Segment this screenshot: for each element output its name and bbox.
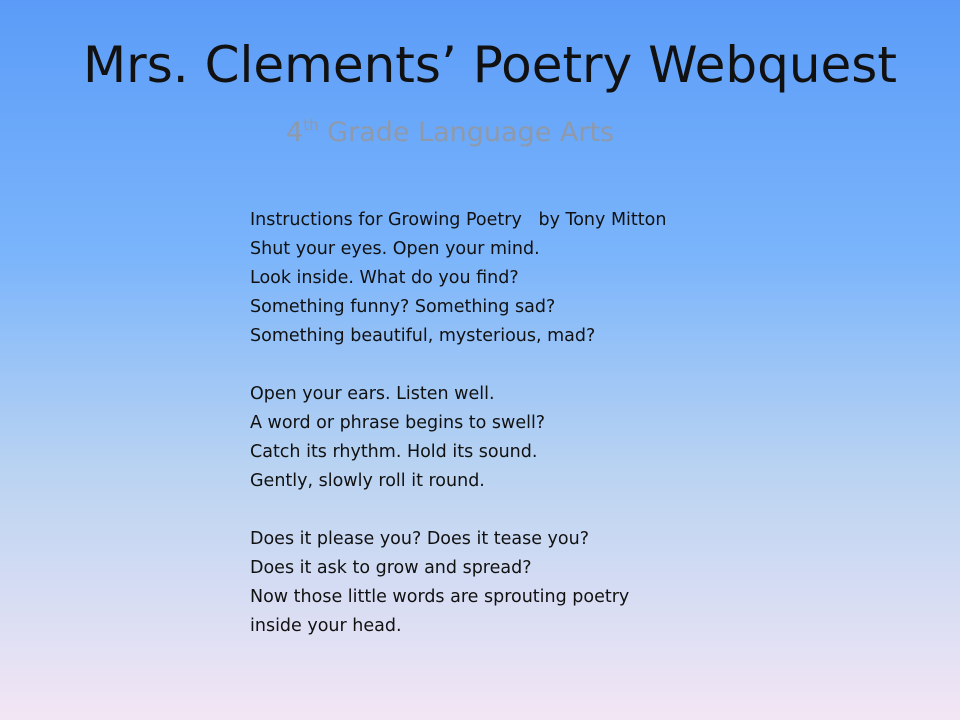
poem-stanza-3 bbox=[250, 525, 810, 641]
poem-line: Open your ears. Listen well. bbox=[250, 384, 495, 404]
poem-line: Look inside. What do you find? bbox=[250, 268, 519, 288]
poem-line: Shut your eyes. Open your mind. bbox=[250, 239, 540, 259]
poem-heading: Instructions for Growing Poetry by Tony Mitton bbox=[250, 210, 667, 230]
subtitle-text: Grade Language Arts bbox=[318, 117, 615, 148]
poem-text-block bbox=[250, 206, 810, 641]
poem-stanza-2 bbox=[250, 380, 810, 496]
slide-title: Mrs. Clements’ Poetry Webquest bbox=[83, 36, 897, 94]
poem-line: Gently, slowly roll it round. bbox=[250, 471, 485, 491]
poem-line: Does it please you? Does it tease you? bbox=[250, 529, 589, 549]
poem-line: inside your head. bbox=[250, 616, 402, 636]
poem-stanza-1 bbox=[250, 235, 810, 351]
poem-line: Something funny? Something sad? bbox=[250, 297, 556, 317]
poem-line: Something beautiful, mysterious, mad? bbox=[250, 326, 596, 346]
poem-line: Does it ask to grow and spread? bbox=[250, 558, 532, 578]
poem-line: Now those little words are sprouting poetry bbox=[250, 587, 630, 607]
grade-number: 4 bbox=[286, 117, 304, 148]
slide-subtitle bbox=[286, 117, 614, 149]
grade-ordinal-suffix: th bbox=[303, 116, 319, 134]
poem-line: Catch its rhythm. Hold its sound. bbox=[250, 442, 538, 462]
poem-line: A word or phrase begins to swell? bbox=[250, 413, 546, 433]
